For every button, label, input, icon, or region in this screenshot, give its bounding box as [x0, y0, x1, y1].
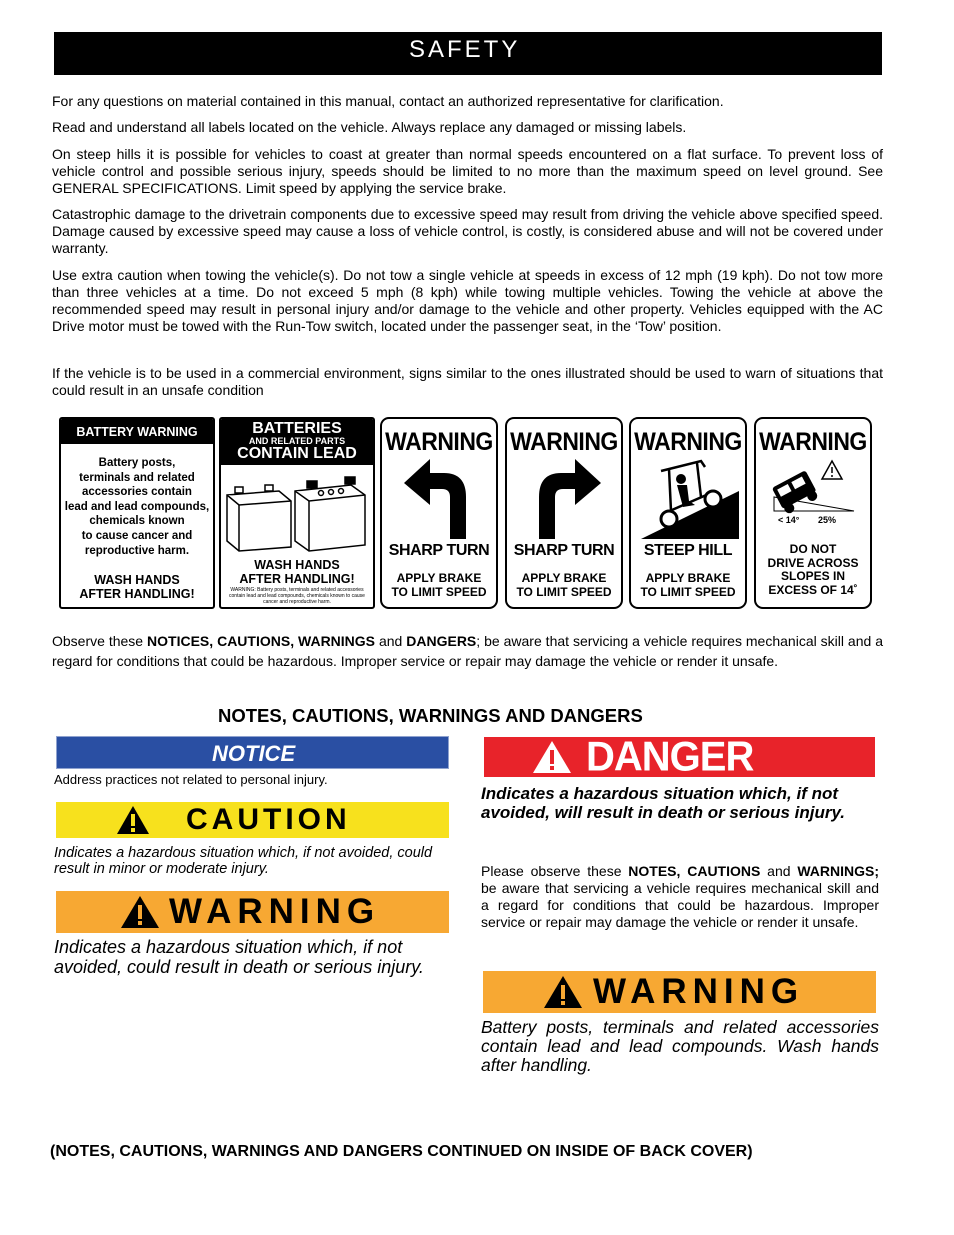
warning-description-left: Indicates a hazardous situation which, if not avoided, could result in death or serious injury.	[54, 937, 424, 977]
header-related-parts: AND RELATED PARTS	[248, 436, 346, 446]
caution-description: Indicates a hazardous situation which, if not avoided, could result in minor or moderate injury.	[54, 845, 433, 877]
header-batteries: BATTERIES	[252, 420, 342, 437]
footer-line: WASH HANDS	[254, 558, 340, 572]
please-text: be aware that servicing a vehicle requires mechanical skill and a regard for conditions that could be hazardous. Improper service or repair may damage the vehicle or render it unsafe.	[481, 880, 879, 930]
continued-note: (NOTES, CAUTIONS, WARNINGS AND DANGERS CONTINUED ON INSIDE OF BACK COVER)	[50, 1143, 753, 1160]
sub-line: APPLY BRAKE	[396, 571, 482, 585]
warning-triangle-icon	[116, 805, 150, 835]
sub-line: APPLY BRAKE	[645, 571, 731, 585]
contain-lead-label	[219, 417, 375, 609]
contain-lead-header	[221, 419, 373, 465]
sign-sub	[382, 571, 496, 599]
danger-description: Indicates a hazardous situation which, if not avoided, will result in death or serious injury.	[481, 784, 846, 822]
observe-text: and	[375, 633, 407, 649]
danger-banner	[484, 733, 875, 781]
right-turn-arrow-icon	[525, 457, 605, 541]
body-line: reproductive harm.	[84, 544, 190, 557]
header-contain-lead: CONTAIN LEAD	[237, 445, 357, 462]
battery-warning-body	[61, 456, 213, 558]
sub-line: DRIVE ACROSS	[767, 555, 859, 570]
slope-warning-sign	[754, 417, 872, 609]
battery-warning-header: BATTERY WARNING	[61, 419, 213, 444]
please-text: Please observe these	[481, 863, 629, 879]
sub-line: SLOPES IN	[780, 569, 845, 583]
body-line: to cause cancer and	[81, 529, 193, 542]
sub-line: APPLY BRAKE	[521, 571, 607, 585]
danger-label: DANGER	[586, 733, 754, 781]
body-line: Battery posts,	[98, 457, 176, 469]
sign-title: WARNING	[759, 426, 867, 456]
battery-warning-label	[59, 417, 215, 609]
sub-line: DO NOT	[789, 542, 837, 556]
footer-line: WASH HANDS	[94, 573, 180, 587]
page-title: SAFETY	[54, 32, 882, 75]
observe-bold: NOTICES, CAUTIONS, WARNINGS	[147, 633, 376, 649]
please-bold: WARNINGS;	[797, 863, 879, 879]
sub-line: TO LIMIT SPEED	[640, 585, 736, 599]
warning-triangle-icon	[543, 975, 583, 1009]
please-bold: NOTES, CAUTIONS	[628, 863, 761, 879]
percent-label: 25%	[818, 515, 837, 525]
observe-paragraph	[52, 632, 883, 671]
sub-line: TO LIMIT SPEED	[516, 585, 612, 599]
sign-title: WARNING	[634, 426, 742, 456]
sub-line: EXCESS OF 14˚	[768, 582, 858, 597]
warning-banner-right	[483, 971, 876, 1013]
rollover-vehicle-icon	[756, 459, 870, 529]
warning-triangle-icon	[532, 740, 572, 774]
left-turn-arrow-icon	[400, 457, 480, 541]
drivetrain-paragraph: Catastrophic damage to the drivetrain components due to excessive speed may result from driving the vehicle above specified speed. Damage caused by excessive speed may cause a loss of vehicle control, is costly, is considered abuse and will not be covered under warranty.	[52, 206, 883, 256]
body-line: terminals and related	[79, 471, 195, 484]
footer-line: AFTER HANDLING!	[79, 586, 195, 601]
contain-lead-fine-print: WARNING: Battery posts, terminals and related accessories contain lead and lead compounds, chemicals known to cause cancer and reproductive harm.	[229, 587, 365, 605]
intro-paragraph-1: For any questions on material contained in this manual, contact an authorized representative for clarification.	[52, 93, 724, 109]
notice-banner: NOTICE	[56, 736, 449, 769]
angle-label: < 14°	[778, 515, 800, 525]
body-line: lead and lead compounds,	[64, 500, 210, 513]
body-line: chemicals known	[89, 515, 185, 528]
caution-banner	[56, 802, 449, 838]
sharp-turn-left-sign	[380, 417, 498, 609]
sub-line: TO LIMIT SPEED	[391, 585, 487, 599]
caution-label: CAUTION	[186, 803, 351, 836]
sign-sub	[756, 543, 870, 597]
please-observe-paragraph	[481, 863, 879, 931]
observe-bold: DANGERS	[406, 633, 477, 649]
observe-text: ; be aware that servicing a vehicle requires mechanical skill and a regard for conditions that could be hazardous. Improper service or repair may damage the vehicle or render it unsafe.	[52, 633, 883, 669]
steep-hill-sign	[629, 417, 747, 609]
vehicle-labels-row	[59, 417, 875, 611]
intro-paragraph-2: Read and understand all labels located on the vehicle. Always replace any damaged or missing labels.	[52, 119, 687, 135]
sign-middle: STEEP HILL	[643, 542, 733, 559]
footer-line: AFTER HANDLING!	[239, 572, 355, 586]
body-line: accessories contain	[82, 486, 192, 499]
sign-title: WARNING	[510, 426, 618, 456]
observe-text: Observe these	[52, 633, 148, 649]
notice-description: Address practices not related to personal injury.	[54, 772, 328, 787]
warning-banner-left	[56, 891, 449, 933]
please-text: and	[760, 863, 798, 879]
sign-middle: SHARP TURN	[388, 542, 490, 559]
warning-label-right: WARNING	[593, 972, 805, 1011]
sharp-turn-right-sign	[505, 417, 623, 609]
sign-sub	[631, 571, 745, 599]
steep-hill-vehicle-icon	[631, 459, 745, 541]
steep-hills-paragraph: On steep hills it is possible for vehicles to coast at greater than normal speeds encountered on a flat surface. To prevent loss of vehicle control and possible serious injury, speeds should be limited to no more than the maximum speed on level ground. See GENERAL SPECIFICATIONS. Limit speed by applying the service brake.	[52, 146, 883, 196]
battery-warning-footer	[61, 574, 213, 601]
towing-paragraph: Use extra caution when towing the vehicle(s). Do not tow a single vehicle at speeds in excess of 12 mph (19 kph). Do not tow more than three vehicles at a time. Do not exceed 5 mph (8 kph) while towing multiple vehicles. Towing the vehicle at above the recommended speed may result in personal injury and/or damage to the vehicle and other property. Vehicles equipped with the AC Drive motor must be towed with the Run-Tow switch, located under the passenger seat, in the ‘Tow’ position.	[52, 267, 883, 334]
commercial-paragraph: If the vehicle is to be used in a commercial environment, signs similar to the ones illustrated should be used to warn of situations that could result in an unsafe condition	[52, 365, 883, 398]
warning-description-right: Battery posts, terminals and related accessories contain lead and lead compounds. Wash hands after handling.	[481, 1017, 879, 1075]
warning-label-left: WARNING	[169, 892, 381, 931]
battery-illustration-icon	[221, 473, 373, 555]
sign-sub	[507, 571, 621, 599]
contain-lead-footer	[221, 558, 373, 586]
sign-title: WARNING	[385, 426, 493, 456]
warning-triangle-icon	[120, 895, 160, 929]
section-heading: NOTES, CAUTIONS, WARNINGS AND DANGERS	[218, 705, 643, 726]
sign-middle: SHARP TURN	[513, 542, 615, 559]
